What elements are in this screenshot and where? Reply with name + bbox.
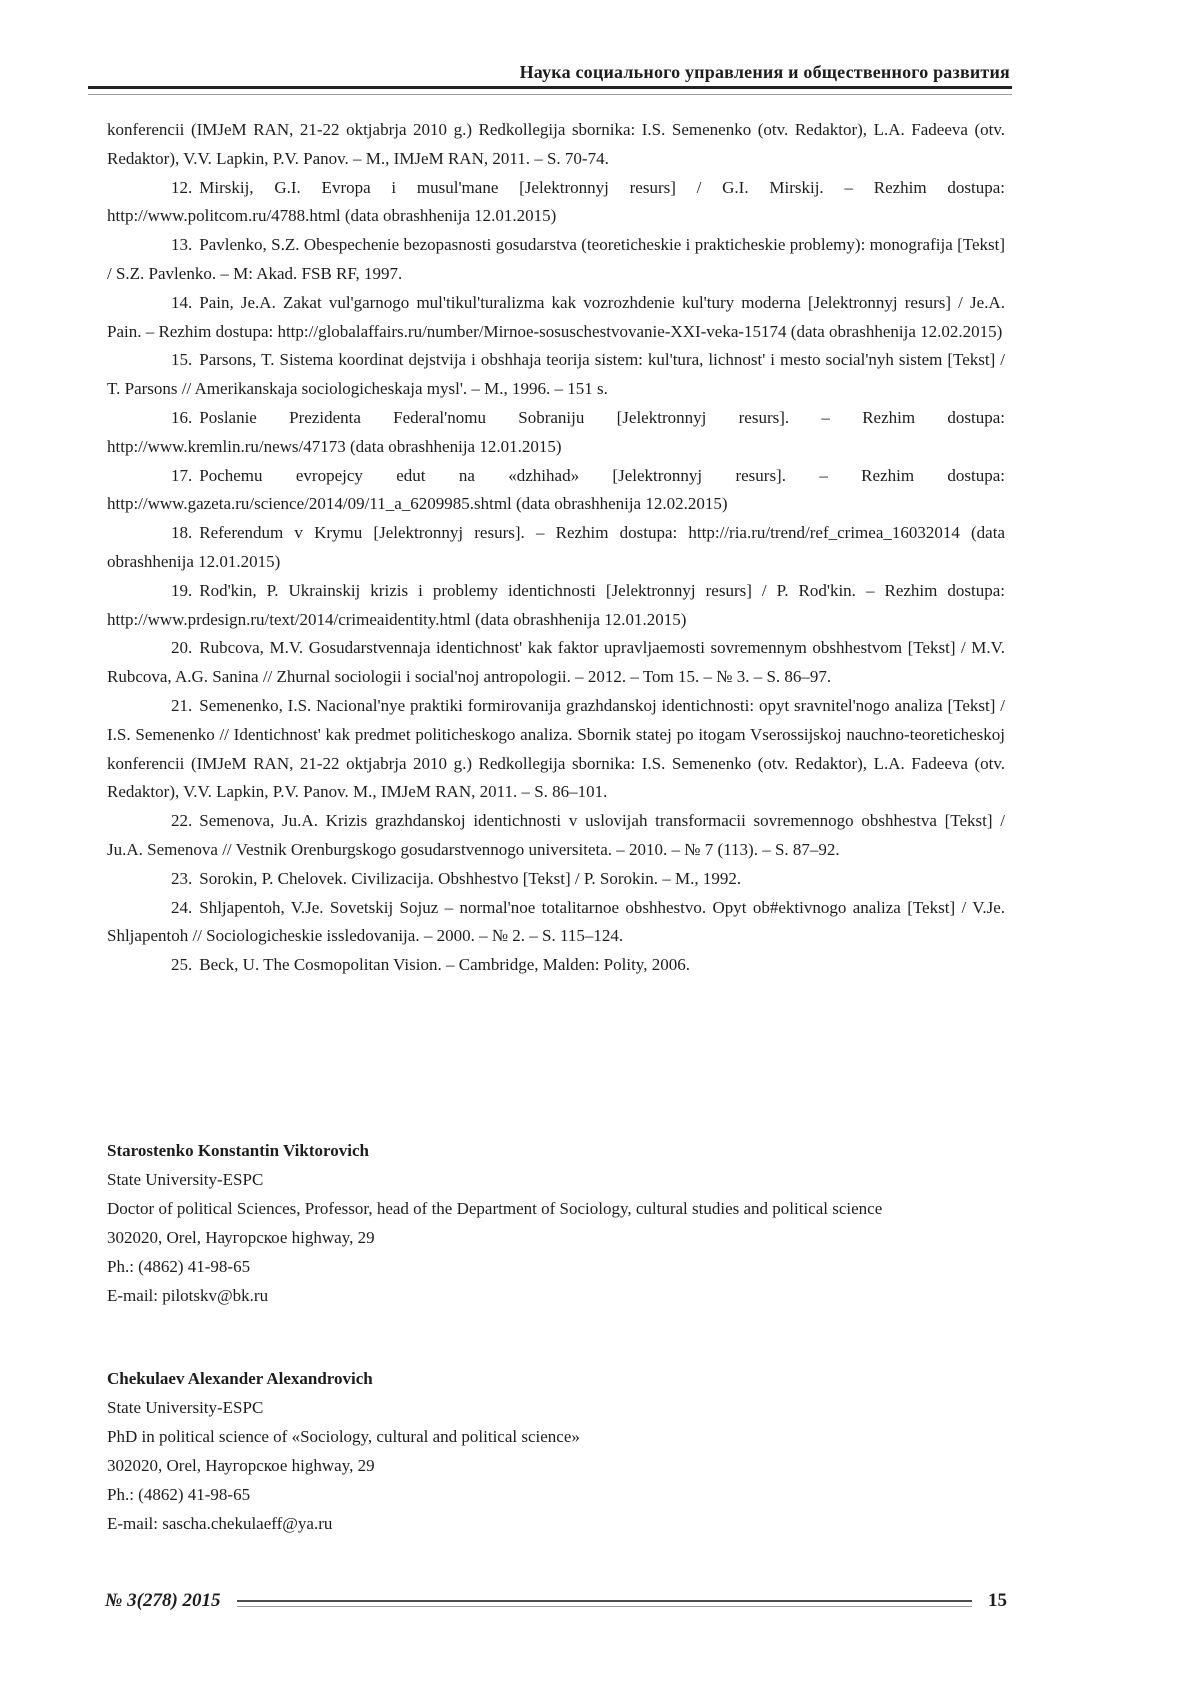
reference-text: Pain, Je.A. Zakat vul'garnogo mul'tikul'turalizma kak vozrozhdenie kul'tury moderna [Jelektronnyj resurs] / Je.A. Pain. – Rezhim dostupa: http://globalaffairs.ru/number/Mirnoe-sosuschestvovanie-XXI-veka-15174 (data obrashhenija 12.02.2015) (107, 292, 1005, 341)
author-detail-line: Ph.: (4862) 41-98-65 (107, 1485, 251, 1504)
author-name: Starostenko Konstantin Viktorovich (107, 1141, 369, 1160)
reference-text: Semenenko, I.S. Nacional'nye praktiki formirovanija grazhdanskoj identichnosti: opyt sravnitel'nogo analiza [Tekst] / I.S. Semenenko // Identichnost' kak predmet politicheskogo analiza. Sbornik statej po itogam Vserossijskoj nauchno-teoreticheskoj konferencii (IMJeM RAN, 21-22 oktjabrja 2010 g.) Redkollegija sbornika: I.S. Semenenko (otv. Redaktor), L.A. Fadeeva (otv. Redaktor), V.V. Lapkin, P.V. Panov. M., IMJeM RAN, 2011. – S. 86–101. (107, 695, 1005, 802)
author-detail-line: State University-ESPC (107, 1398, 264, 1417)
reference-number: 16. (171, 407, 193, 427)
reference-number: 12. (171, 177, 193, 197)
reference-text: Pavlenko, S.Z. Obespechenie bezopasnosti gosudarstva (teoreticheskie i prakticheskie problemy): monografija [Tekst] / S.Z. Pavlenko. – M: Akad. FSB RF, 1997. (107, 235, 1005, 283)
author-detail-line: 302020, Orel, Наугорское highway, 29 (107, 1228, 375, 1247)
reference-item (107, 289, 1005, 347)
reference-item (107, 577, 1005, 635)
author-details (107, 1393, 1005, 1538)
page-header (88, 60, 1012, 95)
author-details (107, 1165, 1005, 1310)
header-rule (88, 86, 1012, 95)
author-detail-line: E-mail: pilotskv@bk.ru (107, 1286, 269, 1305)
reference-text: Beck, U. The Cosmopolitan Vision. – Cambridge, Malden: Polity, 2006. (199, 955, 690, 975)
reference-number: 17. (171, 465, 193, 485)
author-block-chekulaev (107, 1364, 1005, 1538)
reference-number: 24. (171, 897, 193, 917)
reference-number: 13. (171, 235, 193, 255)
author-detail-line: Ph.: (4862) 41-98-65 (107, 1257, 251, 1276)
author-detail-line: 302020, Orel, Наугорское highway, 29 (107, 1456, 375, 1475)
author-name: Chekulaev Alexander Alexandrovich (107, 1369, 373, 1388)
journal-section-title: Наука социального управления и общественного развития (519, 62, 1010, 82)
reference-text: Pochemu evropejcy edut na «dzhihad» [Jelektronnyj resurs]. – Rezhim dostupa: http://www.gazeta.ru/science/2014/09/11_a_6209985.shtml (data obrashhenija 12.02.2015) (107, 465, 1005, 514)
reference-text: Rod'kin, P. Ukrainskij krizis i problemy identichnosti [Jelektronnyj resurs] / P. Rod'kin. – Rezhim dostupa: http://www.prdesign.ru/text/2014/crimeaidentity.html (data obrashhenija 12.01.2015) (107, 580, 1005, 629)
reference-number: 15. (171, 350, 193, 370)
reference-number: 23. (171, 868, 193, 888)
reference-number: 21. (171, 695, 193, 715)
reference-number: 14. (171, 292, 193, 312)
reference-item (107, 404, 1005, 462)
reference-text: Parsons, T. Sistema koordinat dejstvija i obshhaja teorija sistem: kul'tura, lichnost' i mesto social'nyh sistem [Tekst] / T. Parsons // Amerikanskaja sociologicheskaja mysl'. – M., 1996. – 151 s. (107, 350, 1005, 399)
reference-text: konferencii (IMJeM RAN, 21-22 oktjabrja 2010 g.) Redkollegija sbornika: I.S. Semenenko (otv. Redaktor), L.A. Fadeeva (otv. Redaktor), V.V. Lapkin, P.V. Panov. – M., IMJeM RAN, 2011. – S. 70-74. (107, 120, 1005, 168)
reference-text: Semenova, Ju.A. Krizis grazhdanskoj identichnosti v uslovijah transformacii sovremennogo obshhestva [Tekst] / Ju.A. Semenova // Vestnik Orenburgskogo gosudarstvennogo universiteta. – 2010. – № 7 (113). – S. 87–92. (107, 811, 1005, 859)
reference-item (107, 807, 1005, 865)
reference-item (107, 865, 1005, 894)
reference-text: Mirskij, G.I. Evropa i musul'mane [Jelektronnyj resurs] / G.I. Mirskij. – Rezhim dostupa: http://www.politcom.ru/4788.html (data obrashhenija 12.01.2015) (107, 177, 1005, 226)
author-detail-line: State University-ESPC (107, 1170, 264, 1189)
author-detail-line: PhD in political science of «Sociology, cultural and political science» (107, 1427, 580, 1446)
page-footer (105, 1590, 1007, 1612)
reference-item (107, 116, 1005, 174)
footer-issue: № 3(278) 2015 (105, 1590, 221, 1611)
reference-text: Poslanie Prezidenta Federal'nomu Sobraniju [Jelektronnyj resurs]. – Rezhim dostupa: http://www.kremlin.ru/news/47173 (data obrashhenija 12.01.2015) (107, 407, 1005, 456)
reference-text: Sorokin, P. Chelovek. Civilizacija. Obshhestvo [Tekst] / P. Sorokin. – M., 1992. (199, 868, 742, 888)
author-detail-line: Doctor of political Sciences, Professor, head of the Department of Sociology, cultural studies and political science (107, 1199, 883, 1218)
reference-number: 22. (171, 811, 193, 831)
reference-number: 18. (171, 523, 193, 543)
author-block-starostenko (107, 1136, 1005, 1310)
reference-number: 25. (171, 955, 193, 975)
references-section (107, 116, 1005, 980)
reference-item (107, 462, 1005, 520)
author-detail-line: E-mail: sascha.chekulaeff@ya.ru (107, 1514, 333, 1533)
reference-item (107, 346, 1005, 404)
reference-item (107, 692, 1005, 807)
reference-text: Referendum v Krymu [Jelektronnyj resurs]. – Rezhim dostupa: http://ria.ru/trend/ref_crimea_16032014 (data obrashhenija 12.01.2015) (107, 523, 1005, 571)
footer-rule (237, 1600, 972, 1607)
reference-number: 20. (171, 638, 193, 658)
reference-text: Shljapentoh, V.Je. Sovetskij Sojuz – normal'noe totalitarnoe obshhestvo. Opyt ob#ektivnogo analiza [Tekst] / V.Je. Shljapentoh // Sociologicheskie issledovanija. – 2000. – № 2. – S. 115–124. (107, 897, 1005, 946)
reference-item (107, 894, 1005, 952)
footer-page-number: 15 (988, 1590, 1007, 1611)
reference-text: Rubcova, M.V. Gosudarstvennaja identichnost' kak faktor upravljaemosti sovremennym obshhestvom [Tekst] / M.V. Rubcova, A.G. Sanina // Zhurnal sociologii i social'noj antropologii. – 2012. – Tom 15. – № 3. – S. 86–97. (107, 638, 1005, 687)
reference-item (107, 231, 1005, 289)
reference-item (107, 519, 1005, 577)
reference-item (107, 634, 1005, 692)
reference-item (107, 174, 1005, 232)
reference-number: 19. (171, 580, 193, 600)
reference-item (107, 951, 1005, 980)
